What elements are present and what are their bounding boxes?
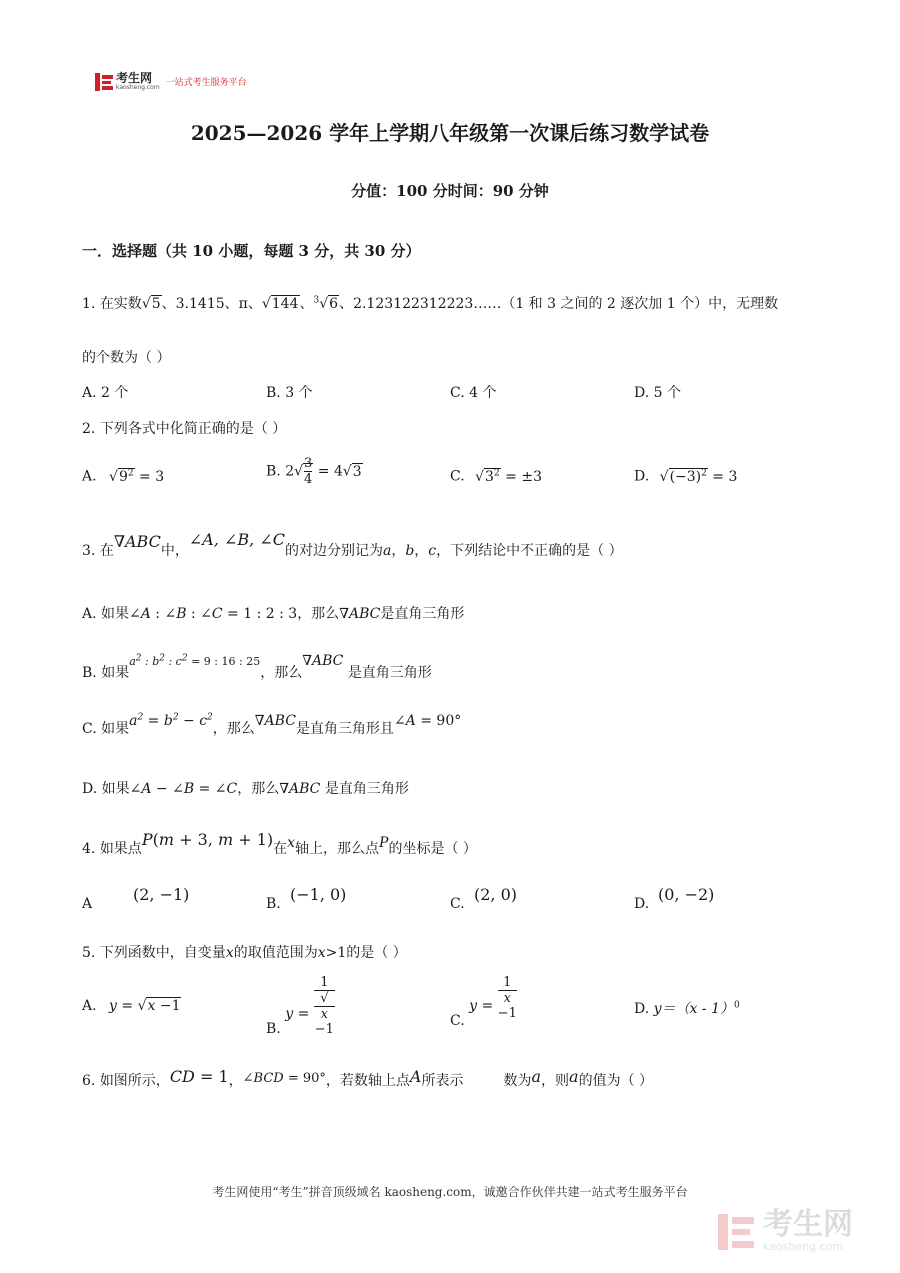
option-1b: B. 3 个 <box>266 385 313 401</box>
option-5c: C. y = 1 x −1 <box>450 975 517 1029</box>
page-title: 2025—2026 学年上学期八年级第一次课后练习数学试卷 <box>190 121 710 145</box>
question-3-stem: 3. 在∇ABC中，∠A, ∠B, ∠C的对边分别记为a，b，c，下列结论中不正确的是（ ） <box>82 530 623 559</box>
option-2b: B. 2√ $\frac{3}{4}$ = 4√3 <box>266 456 362 487</box>
option-5d: D. y＝（x - 1）$^0$ <box>634 1000 740 1017</box>
option-4d-label: D. <box>634 896 650 912</box>
watermark-text: 考生网 <box>763 1207 853 1242</box>
option-4b-label: B. <box>266 896 281 912</box>
watermark <box>718 1207 853 1253</box>
logo-name: 考生网 <box>116 71 153 85</box>
question-6-stem: 6. 如图所示，CD = 1，∠BCD = 90°，若数轴上点A所表示 数为a，则a的值为（ ） <box>82 1067 654 1089</box>
option-1c: C. 4 个 <box>450 385 497 401</box>
logo-domain: kaosheng.com <box>116 84 160 91</box>
section-heading: 一．选择题（共 10 小题，每题 3 分，共 30 分） <box>82 242 421 260</box>
question-5-stem: 5. 下列函数中，自变量x的取值范围为x>1的是（ ） <box>82 945 407 961</box>
footer-text: 考生网使用“考生”拼音顶级域名 kaosheng.com，诚邀合作伙伴共建一站式考生服务平台 <box>212 1185 688 1199</box>
page-subtitle: 分值：100 分时间：90 分钟 <box>351 182 549 200</box>
option-2c: C. $√3^2 = \pm 3$ <box>450 468 542 485</box>
option-1a: A. 2 个 <box>82 385 129 401</box>
option-3a: A. 如果∠A : ∠B : ∠C = 1 : 2 : 3，那么∇ABC是直角三角形 <box>82 606 465 622</box>
option-5b: B. y = 1 √ x −1 <box>266 975 334 1037</box>
option-3c: C. 如果$a^2 = b^2 - c^2$，那么∇ABC是直角三角形且∠A = 90° <box>82 712 462 737</box>
logo-icon <box>95 73 113 91</box>
option-5a: A. y = √x −1 <box>82 998 181 1014</box>
option-3d: D. 如果∠A − ∠B = ∠C，那么∇ABC 是直角三角形 <box>82 781 409 797</box>
question-1-stem: 1. 在实数√5、3.1415、π、√144、$^3$√6、2.123122312223……（1 和 3 之间的 2 逐次加 1 个）中，无理数 <box>82 295 779 312</box>
question-4-stem: 4. 如果点P(m + 3, m + 1)在x轴上，那么点P的坐标是（ ） <box>82 830 477 857</box>
option-4a-value: (2, −1) <box>133 885 190 904</box>
option-4b-value: (−1, 0) <box>290 885 347 904</box>
watermark-domain: kaosheng.com <box>763 1240 844 1253</box>
option-4d-value: (0, −2) <box>658 885 715 904</box>
question-1-stem-cont: 的个数为（ ） <box>82 350 171 366</box>
logo-slogan: 一站式考生服务平台 <box>165 78 247 88</box>
option-4a-label: A <box>82 896 93 912</box>
option-4c-label: C. <box>450 896 465 912</box>
option-2d: D. $√(-3)^2 = 3$ <box>634 468 738 485</box>
option-3b: B. 如果$^{a^2 : b^2 : c^2 = 9 : 16 : 25}$，那么∇ABC 是直角三角形 <box>82 653 432 681</box>
question-2-stem: 2. 下列各式中化简正确的是（ ） <box>82 421 287 437</box>
site-logo <box>95 72 247 91</box>
option-4c-value: (2, 0) <box>474 885 518 904</box>
watermark-logo-icon <box>718 1214 754 1250</box>
option-1d: D. 5 个 <box>634 385 681 401</box>
option-2a: A. $√9^2 = 3$ <box>82 468 165 485</box>
